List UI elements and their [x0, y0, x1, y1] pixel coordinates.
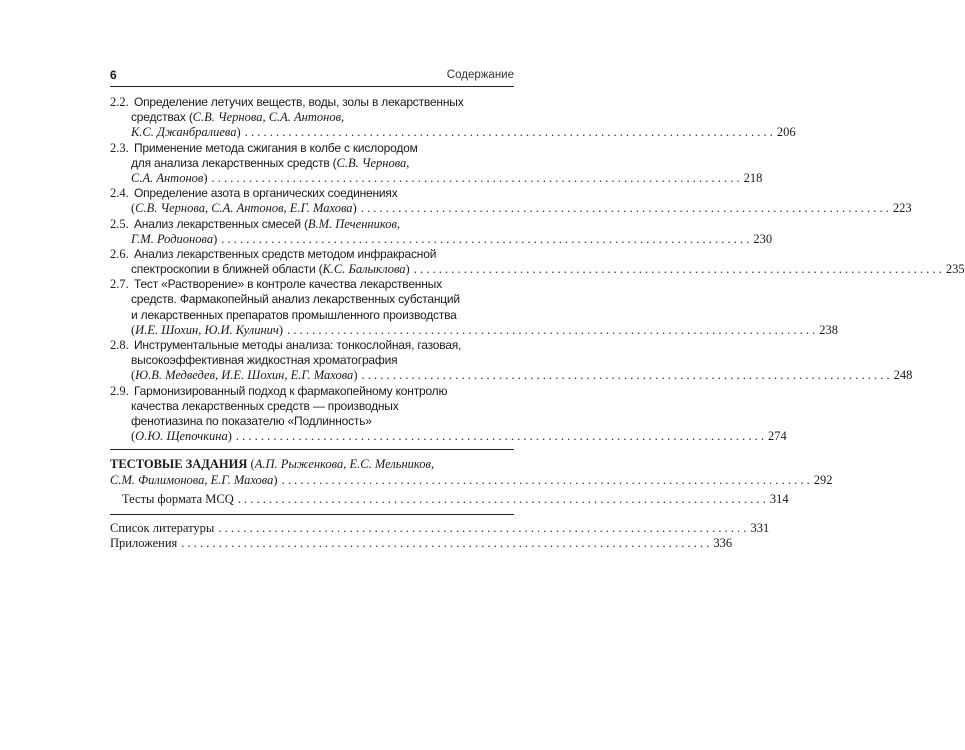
toc-entry-text [110, 292, 460, 307]
toc-title-segment: ) [227, 429, 232, 444]
leader-dots [212, 171, 740, 186]
tests-title: ТЕСТОВЫЕ ЗАДАНИЯ [110, 457, 248, 472]
toc-entry-2-8[interactable] [110, 338, 913, 384]
toc-entry-number: 2.3. [110, 140, 129, 155]
leader-dots [245, 125, 773, 140]
leader-dots [181, 536, 709, 551]
toc-entry-number: 2.4. [110, 186, 129, 201]
tests-authors-1: А.П. Рыженкова, Е.С. Мельников, [254, 457, 435, 472]
references-label: Список литературы [110, 520, 215, 535]
toc-entry-text [134, 95, 464, 110]
toc-page-number: 336 [713, 536, 733, 551]
table-of-contents [110, 95, 965, 551]
toc-entry-text [110, 323, 283, 338]
toc-entry-2-3[interactable] [110, 140, 763, 187]
toc-page-number: 223 [892, 201, 912, 216]
toc-page-number: 218 [743, 170, 763, 185]
toc-entry-2-9[interactable] [110, 383, 787, 445]
leader-dots [361, 368, 889, 383]
toc-authors: К.С. Балыклова [322, 262, 406, 277]
toc-entry-text [134, 338, 461, 353]
toc-entry-text [110, 232, 217, 247]
toc-title-segment: ) [203, 170, 208, 185]
toc-authors: К.С. Джанбралиева [131, 125, 237, 140]
tests-mcq-label: Тесты формата MCQ [122, 491, 234, 506]
toc-entry-text [110, 262, 410, 277]
toc-title-segment: и лекарственных препаратов промышленного производства [131, 307, 457, 322]
running-title: Содержание [446, 69, 514, 81]
toc-title-segment: Тест «Растворение» в контроле качества лекарственных [134, 277, 442, 292]
toc-title-segment: Анализ лекарственных смесей ( [134, 216, 308, 231]
toc-entry-2-7[interactable] [110, 277, 838, 338]
leader-dots [238, 492, 766, 507]
toc-entry-text [110, 125, 241, 140]
toc-entry-text [134, 217, 400, 232]
toc-page-number: 248 [893, 368, 913, 383]
toc-entry-text [110, 308, 457, 323]
toc-entry-number: 2.7. [110, 277, 129, 292]
toc-entry-text [134, 247, 436, 262]
leader-dots [287, 323, 815, 338]
toc-title-segment: ( [131, 429, 136, 444]
header-rule [110, 86, 514, 87]
toc-authors: С.В. Чернова, С.А. Антонов, [192, 110, 345, 125]
toc-title-segment: Анализ лекарственных средств методом инфракрасной [134, 246, 437, 261]
toc-entry-text [110, 368, 357, 383]
toc-page-number: 314 [769, 491, 789, 506]
toc-entry-2-4[interactable] [110, 186, 912, 216]
toc-title-segment: ( [131, 322, 136, 337]
toc-entry-number: 2.9. [110, 383, 129, 398]
toc-entry-text [134, 141, 418, 156]
toc-authors: С.В. Чернова, С.А. Антонов, Е.Г. Махова [135, 201, 353, 216]
toc-authors: И.Е. Шохин, Ю.И. Кулинич [135, 322, 279, 337]
appendix-label: Приложения [110, 536, 178, 551]
toc-title-segment: фенотиазина по показателю «Подлинность» [131, 413, 372, 428]
toc-entry-number: 2.5. [110, 216, 129, 231]
toc-entry-references[interactable] [110, 520, 770, 536]
toc-title-segment: средствах ( [131, 110, 193, 125]
toc-page-number: 235 [945, 262, 965, 277]
toc-title-segment: Инструментальные методы анализа: тонкослойная, газовая, [134, 338, 462, 352]
toc-entry-text [110, 201, 357, 216]
toc-entry-text [110, 399, 399, 414]
toc-entry-appendix[interactable] [110, 536, 733, 551]
leader-dots [218, 521, 746, 536]
toc-title-segment: высокоэффективная жидкостная хроматография [131, 353, 398, 368]
leader-dots [282, 473, 810, 488]
toc-entry-text [134, 277, 442, 292]
toc-entry-2-5[interactable] [110, 216, 773, 247]
toc-title-segment: ) [352, 201, 357, 216]
toc-page-number: 230 [753, 231, 773, 246]
toc-title-segment: ) [278, 322, 284, 337]
toc-entry-2-6[interactable] [110, 246, 965, 277]
toc-entry-text [134, 186, 398, 201]
leader-dots [236, 429, 764, 444]
toc-title-segment: ) [353, 368, 358, 383]
page-header [110, 68, 514, 84]
toc-page-number: 206 [776, 125, 796, 140]
toc-entry-text [110, 353, 397, 368]
toc-entry-number: 2.6. [110, 246, 129, 261]
toc-authors: С.В. Чернова, [336, 155, 410, 170]
toc-entry-text [110, 429, 232, 444]
toc-entry-tests-mcq[interactable] [110, 491, 789, 507]
leader-dots [414, 262, 942, 277]
leader-dots [221, 232, 749, 247]
toc-entry-2-2[interactable] [110, 95, 796, 141]
page-number: 6 [110, 68, 117, 82]
toc-authors: С.А. Антонов [131, 170, 204, 185]
tests-authors-2: С.М. Филимонова, Е.Г. Махова [110, 472, 274, 487]
toc-entry-number: 2.8. [110, 338, 129, 352]
toc-title-segment: ( [131, 201, 136, 216]
toc-title-segment: ( [131, 368, 136, 383]
toc-title-segment: Определение летучих веществ, воды, золы в лекарственных [134, 95, 464, 109]
toc-divider [110, 449, 514, 450]
toc-authors: О.Ю. Щепочкина [135, 429, 228, 444]
toc-page-number: 238 [819, 322, 838, 337]
toc-page-number: 331 [750, 520, 770, 535]
toc-entry-text [110, 414, 372, 429]
toc-title-segment: качества лекарственных средств — производных [131, 398, 399, 413]
toc-title-segment: для анализа лекарственных средств ( [131, 155, 337, 170]
toc-title-segment: ) [213, 231, 218, 246]
toc-authors: В.М. Печенников, [307, 216, 401, 231]
toc-page-number: 274 [768, 429, 787, 444]
leader-dots [361, 201, 889, 216]
toc-page-number: 292 [813, 472, 833, 487]
toc-title-segment: ) [405, 262, 410, 277]
toc-entry-text [110, 171, 208, 186]
toc-authors: Г.М. Родионова [131, 231, 214, 246]
toc-section-entries [110, 95, 965, 444]
toc-title-segment: спектроскопии в ближней области ( [131, 262, 323, 277]
toc-entry-text [110, 156, 409, 171]
toc-entry-text [110, 110, 344, 125]
toc-title-segment: Гармонизированный подход к фармакопейному контролю [134, 383, 448, 398]
toc-title-segment: средств. Фармакопейный анализ лекарственных субстанций [131, 292, 460, 307]
toc-authors: Ю.В. Медведев, И.Е. Шохин, Е.Г. Махова [135, 368, 354, 383]
toc-entry-number: 2.2. [110, 95, 129, 109]
toc-entry-tests[interactable]: ТЕСТОВЫЕ ЗАДАНИЯ (А.П. Рыженкова, Е.С. Мельников, С.М. Филимонова, Е.Г. Махова) . . . 292 [110, 457, 514, 487]
toc-divider [110, 514, 514, 515]
toc-title-segment: Применение метода сжигания в колбе с кислородом [134, 140, 418, 155]
toc-entry-text [134, 384, 447, 399]
toc-title-segment: ) [236, 125, 241, 140]
toc-title-segment: Определение азота в органических соединениях [134, 186, 398, 201]
